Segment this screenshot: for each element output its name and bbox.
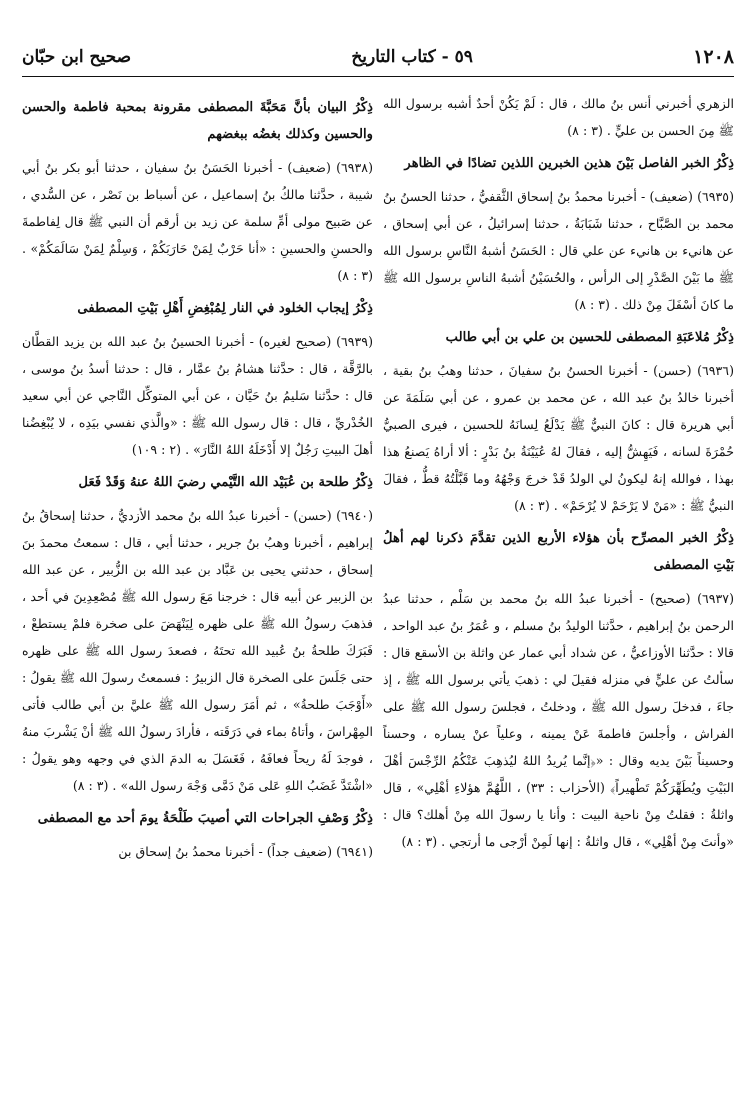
- header-divider: [22, 76, 734, 77]
- right-column: [383, 90, 734, 871]
- chapter-title: ٥٩ - كتاب التاريخ: [351, 47, 473, 67]
- hadith-paragraph: (٦٩٣٥) (ضعيف) - أخبرنا محمدُ بنُ إسحاق الثَّقفيُّ ، حدثنا الحسنُ بنُ محمد بن الصَّبَّاح ، حدثنا شَبَابَةُ ، حدثنا إسرائيلُ ، عن أبي إسحاق ، عن هانيء بن هانيء عن علي قال : الحَسَنُ أشبهُ النَّاسِ برسول الله ﷺ ما بَيْنَ الصَّدْرِ إلى الرأس ، والحُسَيْنُ أشبهُ الناسِ برسول الله ﷺ ما كانَ أسْفَلَ مِنْ ذلك . (٣ : ٨): [383, 189, 734, 312]
- hadith-paragraph: الزهري أخبرني أنس بنُ مالك ، قال : لَمْ يَكُنْ أحدٌ أشبه برسول الله ﷺ مِنَ الحسن بن عليٍّ . (٣ : ٨): [383, 96, 734, 138]
- hadith-paragraph: (٦٩٣٨) (ضعيف) - أخبرنا الحَسَنُ بنُ سفيان ، حدثنا أبو بكر بنُ أبي شيبة ، حدَّثنا مالكُ بنُ إسماعيل ، عن أسباط بن نَصْر ، عن السُّدي ، عن صَبيح مولى أمِّ سلمة عن زيد بن أرقم أن النبي ﷺ قال لِفاطمةَ والحسنِ والحسينِ : «أنا حَرْبٌ لِمَنْ حَارَبَكُمْ ، وَسِلْمٌ لِمَنْ سَالَمَكُمْ» . (٣ : ٨): [22, 160, 373, 283]
- hadith-paragraph: (٦٩٤١) (ضعيف جداً) - أخبرنا محمدُ بنُ إسحاق بن: [118, 844, 373, 859]
- section-heading: ذِكْرُ مُلاعَبَةِ المصطفى للحسين بن علي بن أبي طالب: [445, 330, 734, 345]
- page-header: [22, 40, 734, 74]
- left-column: [22, 90, 373, 871]
- section-heading: ذِكْرُ الخبر الفاصل بَيْنَ هذين الخبرين اللذين تضادًا في الظاهر: [404, 156, 734, 171]
- book-title: صحيح ابن حبّان: [22, 47, 132, 67]
- section-heading: ذِكْرُ طلحة بن عُبَيْد الله التَّيْمي رضيَ اللهُ عنهُ وَقَدْ فَعَل: [78, 475, 373, 490]
- section-heading: ذِكْرُ وَصْفِ الجراحات التي أصيبَ طَلْحَةُ يومَ أحد مع المصطفى: [37, 811, 373, 826]
- hadith-paragraph: (٦٩٤٠) (حسن) - أخبرنا عبدُ الله بنُ محمد الأزديُّ ، حدثنا إسحاقُ بنُ إبراهيم ، أخبرنا وهبُ بنُ جرير ، حدثنا أبي ، قال : سمعتُ محمدَ بنَ إسحاق ، حدثني يحيى بن عَبَّاد بن عبد الله بن الزُّبير ، عن عبد الله بن الزبير عن أبيه قال : خرجنا مَعَ رسول الله ﷺ مُصْعِدِينَ في أحد ، فذهبَ رسولُ الله ﷺ على ظهره لِيَنْهَضَ على صخرة فلمْ يستطعْ ، فَبَرَكَ طلحةُ بنُ عُبيد الله تحتَهُ ، فصعدَ رسول الله ﷺ على ظهره حتى جَلَسَ على الصخرة قال الزبيرُ : فسمعتُ رسولَ الله ﷺ يقولُ : «أَوْجَبَ طلحةُ» ، ثم أمَرَ رسول الله ﷺ عليَّ بن أبي طالب فأتى المِهْراسَ ، وأتاهُ بماء في دَرَقَته ، فأرادَ رسولُ الله ﷺ أنْ يَشْربَ منهُ ، فوجدَ لَهُ ريحاً فعافَهُ ، فَغَسَلَ به الدمَ الذي في وجهه وهو يقولُ : «اشْتَدَّ غَضَبُ اللهِ عَلى مَنْ دَمَّى وَجْهَ رسول الله» . (٣ : ٨): [22, 508, 373, 793]
- page-number: ١٢٠٨: [693, 46, 734, 68]
- hadith-paragraph: (٦٩٣٦) (حسن) - أخبرنا الحسنُ بنُ سفيانَ ، حدثنا وهبُ بنُ بقية ، أخبرنا خالدُ بنُ عبد الله ، عن محمد بن عمرو ، عن أبي سَلَمَةَ عن أبي هريرة قال : كانَ النبيُّ ﷺ يَدْلَعُ لِسانَهُ للحسين ، فيرى الصبيُّ حُمْرَةَ لسانه ، فَيَهِشُّ إليه ، فقالَ لهُ عُيَيْنَةُ بنُ بَدْرٍ : ألا أراهُ يَصنعُ هذا بهذا ، فوالله إنهُ ليكونُ لي الولدُ قَدْ خرجَ وَجْهُهُ وما قَبَّلْتُهُ قطُّ ، فقالَ النبيُّ ﷺ : «مَنْ لا يَرْحَمْ لا يُرْحَمْ» . (٣ : ٨): [383, 363, 734, 513]
- hadith-paragraph: (٦٩٣٧) (صحيح) - أخبرنا عبدُ الله بنُ محمد بن سَلْم ، حدثنا عبدُ الرحمن بنُ إبراهيم ، حدَّثنا الوليدُ بنُ مسلم ، و عُمَرُ بنُ عبد الواحد ، قالا : حدَّثنا الأوزاعيُّ ، عن شداد أبي عمار عن واثلة بن الأسقع قال : سألتُ عن عليٍّ في منزله فقيلَ لي : ذهبَ يأتي برسول الله ﷺ ، إذ جاءَ ، فدخلَ رسول الله ﷺ ، ودخلتُ ، فجلسَ رسول الله ﷺ على الفراش ، وأجلسَ فاطمةَ عَنْ يمينه ، وعلياً عنْ يساره ، وحسناً وحسيناً بَيْنَ يديه وقال : «﴿إنَّما يُريدُ اللهُ ليُذهِبَ عَنْكُمُ الرِّجْسَ أهْلَ البَيْتِ ويُطَهِّرَكُمْ تَطْهيراً﴾ (الأحزاب : ٣٣) ، اللَّهُمَّ هؤلاءِ أهْلِي» ، قال واثلةُ : فقلتُ مِنْ ناحية البيت : وأنا يا رسولَ الله مِنْ أهلك؟ قال : «وأنتَ مِنْ أهْلِي» ، قال واثلةُ : إنها لَمِنْ أرْجى ما أرتجي . (٣ : ٨): [383, 591, 734, 849]
- section-heading: ذِكْرُ الخبر المصرِّح بأن هؤلاء الأربع الذين تقدَّمَ ذكرنا لهم أهلُ بَيْتِ المصطفى: [383, 531, 734, 573]
- section-heading: ذِكْرُ البيان بأنَّ مَحَبَّةَ المصطفى مقرونة بمحبة فاطمة والحسن والحسين وكذلك بغضُه ببغضهم: [22, 100, 373, 142]
- text-columns: [22, 90, 734, 871]
- section-heading: ذِكْرُ إيجاب الخلود في النار لِمُبْغِضِ أَهْلِ بَيْتِ المصطفى: [77, 301, 373, 316]
- hadith-paragraph: (٦٩٣٩) (صحيح لغيره) - أخبرنا الحسينُ بنُ عبد الله بن يزيد القطَّان بالرَّقَّة ، قال : حدَّثنا هشامُ بنُ عمَّار ، قال : حدثنا أسدُ بنُ موسى ، قال : حدَّثنا سَليمُ بنُ حَيَّان ، عن أبي المتوكِّل النَّاجي عن أبي سعيد الخُدْريِّ ، قال : قال رسول الله ﷺ : «والَّذي نفسي بيَدِه ، لا يُبْغِضُنا أهلَ البيتِ رَجُلٌ إلا أَدْخَلَهُ اللهُ النَّارَ» . (٢ : ١٠٩): [22, 334, 373, 457]
